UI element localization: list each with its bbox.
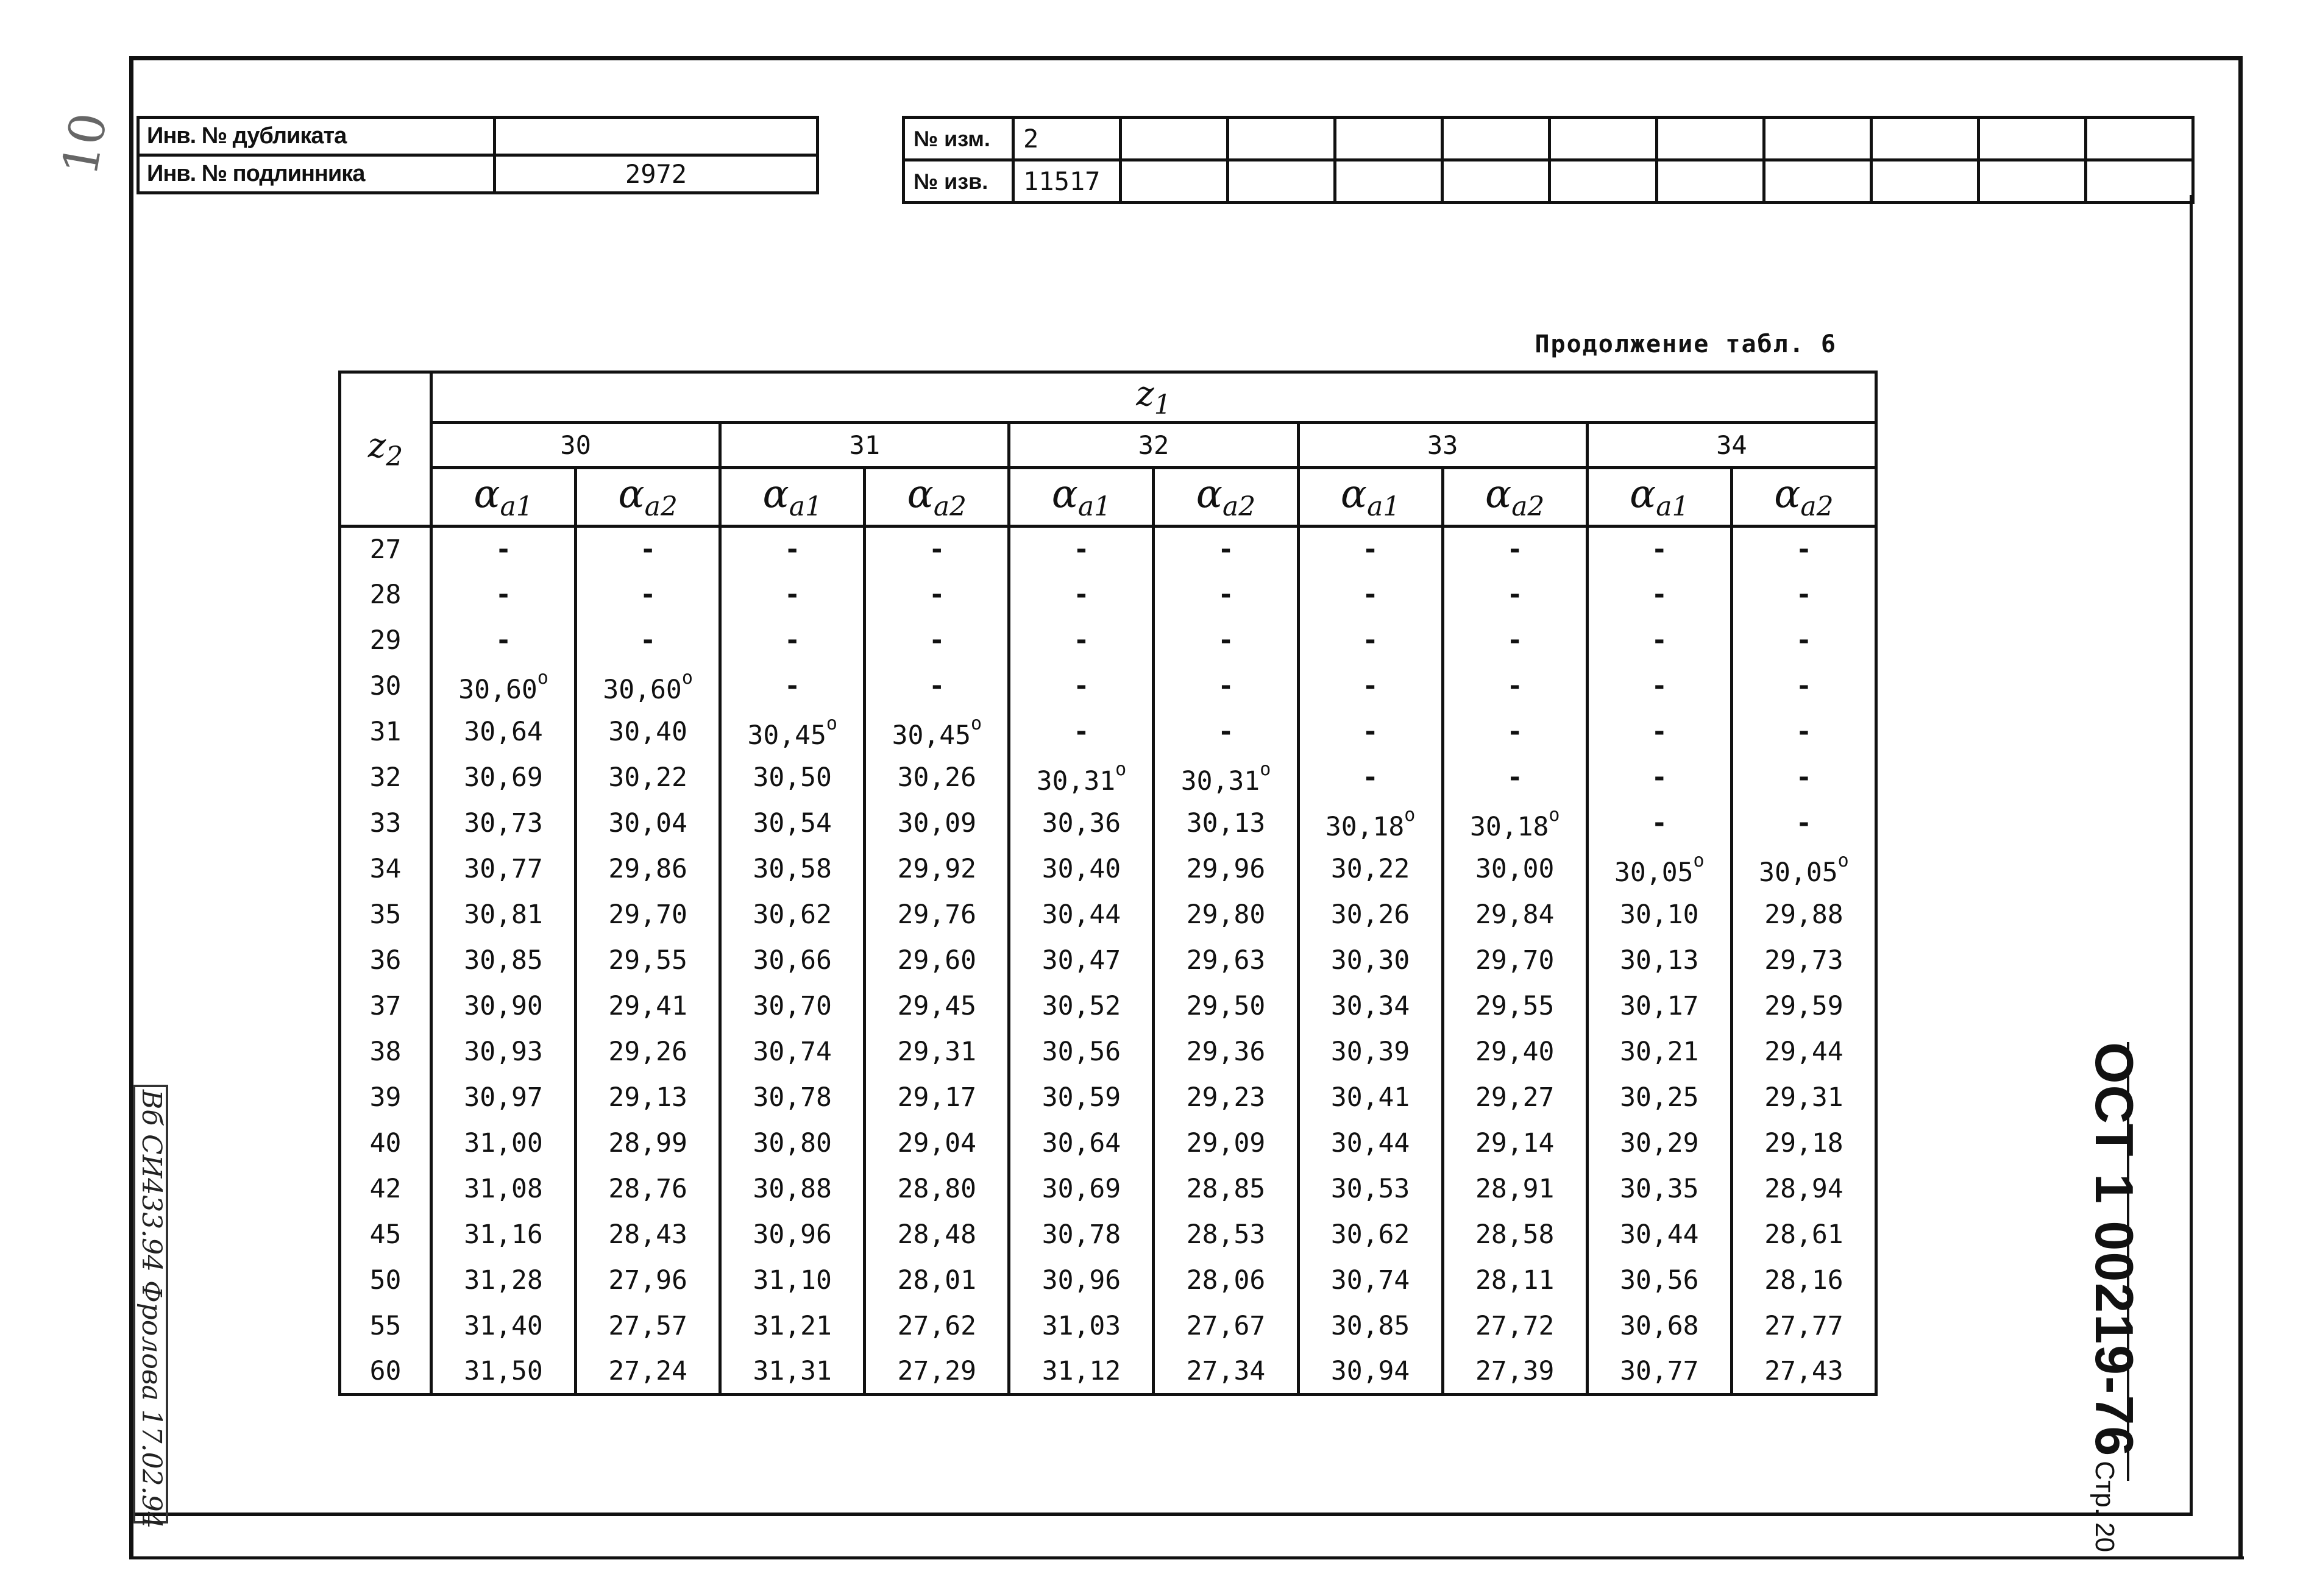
angle-cell: 30,64	[431, 709, 576, 755]
alpha-a2-header: $\alpha_{a2}$	[576, 468, 720, 527]
z1-group-header: 34	[1587, 423, 1876, 468]
angle-cell: 27,96	[576, 1258, 720, 1303]
table-row	[340, 618, 1876, 664]
angle-cell: 30,85	[1298, 1303, 1442, 1349]
angle-cell: 29,50	[1154, 984, 1298, 1029]
angle-cell: -	[1731, 755, 1876, 801]
angle-cell: 31,12	[1009, 1349, 1154, 1395]
angle-cell: 30,31$^o$	[1009, 755, 1154, 801]
angle-cell: -	[1442, 618, 1587, 664]
alpha-a1-header: $\alpha_{a1}$	[431, 468, 576, 527]
angle-cell: 30,44	[1009, 892, 1154, 938]
angle-cell: 31,16	[431, 1212, 576, 1258]
angle-cell: -	[1009, 664, 1154, 709]
z2-value: 30	[340, 664, 431, 709]
angle-cell: -	[1009, 527, 1154, 572]
angle-cell: 30,56	[1587, 1258, 1731, 1303]
angle-cell: -	[1587, 709, 1731, 755]
duplicate-label: Инв. № дубликата	[138, 118, 495, 155]
angle-cell: 27,62	[865, 1303, 1009, 1349]
angle-cell: -	[1154, 618, 1298, 664]
alpha-a2-header: $\alpha_{a2}$	[1442, 468, 1587, 527]
angle-cell: 28,43	[576, 1212, 720, 1258]
angle-cell: -	[431, 618, 576, 664]
angle-cell: 30,13	[1154, 801, 1298, 846]
angle-cell: 29,31	[865, 1029, 1009, 1075]
angle-cell: 30,35	[1587, 1166, 1731, 1212]
angle-cell: -	[865, 572, 1009, 618]
angle-cell: 29,76	[865, 892, 1009, 938]
angle-cell: 30,40	[1009, 846, 1154, 892]
approval-stamp-text: Вб СИ433.94 Фролова 17.02.94	[136, 1090, 167, 1529]
angle-cell: 29,18	[1731, 1121, 1876, 1166]
angle-cell: 30,40	[576, 709, 720, 755]
angle-cell: 29,14	[1442, 1121, 1587, 1166]
angle-cell: 29,26	[576, 1029, 720, 1075]
z2-value: 31	[340, 709, 431, 755]
angle-cell: 30,90	[431, 984, 576, 1029]
angle-cell: 30,30	[1298, 938, 1442, 984]
angle-cell: 29,80	[1154, 892, 1298, 938]
angle-cell: -	[1587, 664, 1731, 709]
angle-cell: 30,13	[1587, 938, 1731, 984]
angle-cell: 30,53	[1298, 1166, 1442, 1212]
z2-value: 37	[340, 984, 431, 1029]
angle-cell: 30,18$^o$	[1298, 801, 1442, 846]
data-table	[338, 371, 1878, 1396]
angle-cell: -	[1154, 709, 1298, 755]
z2-value: 34	[340, 846, 431, 892]
angle-cell: 31,08	[431, 1166, 576, 1212]
table-row	[340, 1029, 1876, 1075]
angle-cell: -	[1442, 709, 1587, 755]
angle-cell: 28,94	[1731, 1166, 1876, 1212]
angle-cell: 30,34	[1298, 984, 1442, 1029]
angle-cell: 30,81	[431, 892, 576, 938]
z2-value: 38	[340, 1029, 431, 1075]
angle-cell: -	[1442, 527, 1587, 572]
angle-cell: 30,78	[1009, 1212, 1154, 1258]
angle-cell: -	[865, 527, 1009, 572]
notice-label: № изв.	[904, 160, 1013, 203]
angle-cell: 27,34	[1154, 1349, 1298, 1395]
angle-cell: 30,10	[1587, 892, 1731, 938]
angle-cell: 29,44	[1731, 1029, 1876, 1075]
angle-cell: 28,06	[1154, 1258, 1298, 1303]
angle-cell: 27,67	[1154, 1303, 1298, 1349]
angle-cell: -	[1298, 527, 1442, 572]
angle-cell: 30,73	[431, 801, 576, 846]
angle-cell: -	[1442, 572, 1587, 618]
angle-cell: 31,28	[431, 1258, 576, 1303]
z1-group-header: 32	[1009, 423, 1298, 468]
angle-cell: 28,58	[1442, 1212, 1587, 1258]
angle-cell: 30,88	[720, 1166, 865, 1212]
angle-cell: 30,45$^o$	[720, 709, 865, 755]
angle-cell: 28,80	[865, 1166, 1009, 1212]
angle-cell: 29,45	[865, 984, 1009, 1029]
angle-cell: -	[1587, 755, 1731, 801]
angle-cell: -	[720, 664, 865, 709]
angle-cell: 30,93	[431, 1029, 576, 1075]
angle-cell: 30,80	[720, 1121, 865, 1166]
angle-cell: -	[720, 572, 865, 618]
angle-cell: 29,13	[576, 1075, 720, 1121]
angle-cell: 29,36	[1154, 1029, 1298, 1075]
angle-cell: 29,27	[1442, 1075, 1587, 1121]
angle-cell: 30,54	[720, 801, 865, 846]
z1-group-header: 30	[431, 423, 720, 468]
alpha-a1-header: $\alpha_{a1}$	[720, 468, 865, 527]
angle-cell: -	[1298, 664, 1442, 709]
bottom-rule	[129, 1556, 2244, 1559]
table-row	[340, 1303, 1876, 1349]
angle-cell: 30,44	[1298, 1121, 1442, 1166]
angle-cell: -	[1154, 527, 1298, 572]
angle-cell: 28,16	[1731, 1258, 1876, 1303]
z2-value: 39	[340, 1075, 431, 1121]
angle-cell: 28,53	[1154, 1212, 1298, 1258]
angle-cell: 30,22	[576, 755, 720, 801]
angle-cell: 30,69	[1009, 1166, 1154, 1212]
angle-cell: 29,17	[865, 1075, 1009, 1121]
angle-cell: -	[1587, 572, 1731, 618]
notice-value: 11517	[1013, 160, 1121, 203]
angle-cell: 28,85	[1154, 1166, 1298, 1212]
angle-cell: 30,85	[431, 938, 576, 984]
inventory-stamp	[137, 116, 819, 194]
table-row	[340, 664, 1876, 709]
angle-cell: 29,70	[576, 892, 720, 938]
angle-cell: -	[1009, 572, 1154, 618]
angle-cell: 30,44	[1587, 1212, 1731, 1258]
angle-cell: -	[431, 527, 576, 572]
angle-cell: 30,74	[720, 1029, 865, 1075]
z1-header: $z_1$	[431, 372, 1876, 423]
angle-cell: -	[1731, 709, 1876, 755]
angle-cell: 28,61	[1731, 1212, 1876, 1258]
angle-cell: 29,31	[1731, 1075, 1876, 1121]
angle-cell: 30,29	[1587, 1121, 1731, 1166]
angle-cell: 30,41	[1298, 1075, 1442, 1121]
z1-group-header: 31	[720, 423, 1009, 468]
angle-cell: 28,99	[576, 1121, 720, 1166]
change-value: 2	[1013, 118, 1121, 160]
angle-cell: 30,25	[1587, 1075, 1731, 1121]
z2-value: 42	[340, 1166, 431, 1212]
angle-cell: 31,40	[431, 1303, 576, 1349]
angle-cell: 28,91	[1442, 1166, 1587, 1212]
original-label: Инв. № подлинника	[138, 155, 495, 193]
angle-cell: -	[576, 572, 720, 618]
table-row	[340, 709, 1876, 755]
z2-value: 32	[340, 755, 431, 801]
z2-value: 33	[340, 801, 431, 846]
angle-cell: 30,78	[720, 1075, 865, 1121]
angle-cell: 29,04	[865, 1121, 1009, 1166]
angle-cell: 30,60$^o$	[576, 664, 720, 709]
table-row	[340, 572, 1876, 618]
table-row	[340, 1212, 1876, 1258]
angle-cell: 30,62	[720, 892, 865, 938]
angle-cell: -	[1298, 572, 1442, 618]
angle-cell: 27,39	[1442, 1349, 1587, 1395]
angle-cell: 30,59	[1009, 1075, 1154, 1121]
angle-cell: 30,21	[1587, 1029, 1731, 1075]
angle-cell: 30,17	[1587, 984, 1731, 1029]
angle-cell: 29,70	[1442, 938, 1587, 984]
z2-value: 27	[340, 527, 431, 572]
angle-cell: -	[1587, 527, 1731, 572]
angle-cell: 30,74	[1298, 1258, 1442, 1303]
angle-cell: -	[1731, 664, 1876, 709]
angle-cell: -	[1731, 527, 1876, 572]
angle-cell: 30,69	[431, 755, 576, 801]
angle-cell: -	[576, 527, 720, 572]
angle-cell: -	[865, 618, 1009, 664]
angle-cell: 28,11	[1442, 1258, 1587, 1303]
table-row	[340, 1075, 1876, 1121]
change-label: № изм.	[904, 118, 1013, 160]
angle-cell: -	[431, 572, 576, 618]
angle-cell: 30,66	[720, 938, 865, 984]
table-row	[340, 984, 1876, 1029]
angle-cell: 30,56	[1009, 1029, 1154, 1075]
z2-value: 36	[340, 938, 431, 984]
alpha-a1-header: $\alpha_{a1}$	[1009, 468, 1154, 527]
approval-stamp	[133, 1085, 168, 1529]
angle-cell: 29,92	[865, 846, 1009, 892]
angle-cell: 30,50	[720, 755, 865, 801]
angle-cell: 30,70	[720, 984, 865, 1029]
table-row	[340, 1349, 1876, 1395]
alpha-a2-header: $\alpha_{a2}$	[865, 468, 1009, 527]
angle-cell: 30,52	[1009, 984, 1154, 1029]
angle-cell: 31,00	[431, 1121, 576, 1166]
angle-cell: -	[1731, 618, 1876, 664]
angle-cell: -	[865, 664, 1009, 709]
angle-cell: 29,23	[1154, 1075, 1298, 1121]
angle-cell: 27,72	[1442, 1303, 1587, 1349]
angle-cell: 31,10	[720, 1258, 865, 1303]
angle-cell: 29,59	[1731, 984, 1876, 1029]
angle-cell: -	[1154, 664, 1298, 709]
angle-cell: 30,77	[1587, 1349, 1731, 1395]
table-row	[340, 801, 1876, 846]
angle-cell: -	[1731, 801, 1876, 846]
angle-cell: -	[1587, 618, 1731, 664]
revision-grid	[902, 116, 2195, 204]
duplicate-value	[495, 118, 818, 155]
angle-cell: 27,77	[1731, 1303, 1876, 1349]
z2-value: 29	[340, 618, 431, 664]
angle-cell: 30,94	[1298, 1349, 1442, 1395]
alpha-a1-header: $\alpha_{a1}$	[1298, 468, 1442, 527]
angle-cell: 30,22	[1298, 846, 1442, 892]
angle-cell: 30,39	[1298, 1029, 1442, 1075]
page-number: Стр. 20	[2090, 1461, 2120, 1553]
angle-cell: 29,63	[1154, 938, 1298, 984]
z1-group-header: 33	[1298, 423, 1587, 468]
alpha-a2-header: $\alpha_{a2}$	[1154, 468, 1298, 527]
original-value: 2972	[495, 155, 818, 193]
table-row	[340, 1121, 1876, 1166]
angle-cell: 30,96	[1009, 1258, 1154, 1303]
angle-cell: 30,26	[865, 755, 1009, 801]
z2-value: 45	[340, 1212, 431, 1258]
angle-cell: 28,01	[865, 1258, 1009, 1303]
angle-cell: -	[1298, 618, 1442, 664]
z2-value: 60	[340, 1349, 431, 1395]
z2-value: 55	[340, 1303, 431, 1349]
angle-cell: 30,26	[1298, 892, 1442, 938]
angle-cell: 29,55	[576, 938, 720, 984]
angle-cell: -	[720, 618, 865, 664]
angle-cell: 30,45$^o$	[865, 709, 1009, 755]
table-row	[340, 1258, 1876, 1303]
angle-cell: 27,29	[865, 1349, 1009, 1395]
angle-cell: -	[1298, 755, 1442, 801]
angle-cell: 30,97	[431, 1075, 576, 1121]
angle-cell: -	[1442, 755, 1587, 801]
z2-value: 28	[340, 572, 431, 618]
angle-cell: -	[1298, 709, 1442, 755]
angle-cell: 30,36	[1009, 801, 1154, 846]
z2-value: 40	[340, 1121, 431, 1166]
angle-cell: -	[1009, 618, 1154, 664]
angle-cell: 30,62	[1298, 1212, 1442, 1258]
angle-cell: -	[1009, 709, 1154, 755]
margin-mark: 10	[51, 108, 118, 180]
alpha-a1-header: $\alpha_{a1}$	[1587, 468, 1731, 527]
angle-cell: 29,73	[1731, 938, 1876, 984]
angle-cell: 29,96	[1154, 846, 1298, 892]
angle-cell: 30,18$^o$	[1442, 801, 1587, 846]
table-row	[340, 846, 1876, 892]
angle-cell: 30,47	[1009, 938, 1154, 984]
angle-cell: 30,68	[1587, 1303, 1731, 1349]
z2-value: 50	[340, 1258, 431, 1303]
table-row	[340, 1166, 1876, 1212]
angle-cell: 28,76	[576, 1166, 720, 1212]
continuation-caption: Продолжение табл. 6	[1535, 330, 1837, 358]
angle-cell: 30,60$^o$	[431, 664, 576, 709]
document-designation	[2084, 1042, 2170, 1553]
z2-value: 35	[340, 892, 431, 938]
angle-cell: 28,48	[865, 1212, 1009, 1258]
alpha-a2-header: $\alpha_{a2}$	[1731, 468, 1876, 527]
angle-cell: 31,03	[1009, 1303, 1154, 1349]
angle-cell: 29,86	[576, 846, 720, 892]
angle-cell: -	[1442, 664, 1587, 709]
angle-cell: 30,05$^o$	[1587, 846, 1731, 892]
table-row	[340, 755, 1876, 801]
angle-cell: -	[1154, 572, 1298, 618]
angle-cell: 30,96	[720, 1212, 865, 1258]
angle-cell: 29,40	[1442, 1029, 1587, 1075]
z2-header: $z_2$	[340, 372, 431, 527]
angle-cell: 31,50	[431, 1349, 576, 1395]
angle-cell: 30,05$^o$	[1731, 846, 1876, 892]
angle-cell: 29,84	[1442, 892, 1587, 938]
angle-cell: 30,04	[576, 801, 720, 846]
table-row	[340, 527, 1876, 572]
angle-cell: 27,57	[576, 1303, 720, 1349]
angle-cell: 27,43	[1731, 1349, 1876, 1395]
angle-cell: 30,58	[720, 846, 865, 892]
angle-cell: 29,60	[865, 938, 1009, 984]
angle-cell: 31,31	[720, 1349, 865, 1395]
angle-cell: 30,09	[865, 801, 1009, 846]
table-row	[340, 892, 1876, 938]
angle-cell: 29,41	[576, 984, 720, 1029]
angle-cell: -	[1587, 801, 1731, 846]
angle-cell: -	[720, 527, 865, 572]
angle-cell: 31,21	[720, 1303, 865, 1349]
designation-code: ОСТ 1 00219-76	[2084, 1042, 2145, 1458]
angle-cell: 29,09	[1154, 1121, 1298, 1166]
angle-cell: 29,88	[1731, 892, 1876, 938]
angle-cell: 30,31$^o$	[1154, 755, 1298, 801]
angle-cell: -	[1731, 572, 1876, 618]
table-row	[340, 938, 1876, 984]
angle-cell: 30,64	[1009, 1121, 1154, 1166]
angle-cell: 30,77	[431, 846, 576, 892]
angle-cell: 30,00	[1442, 846, 1587, 892]
angle-cell: 29,55	[1442, 984, 1587, 1029]
angle-cell: 27,24	[576, 1349, 720, 1395]
angle-cell: -	[576, 618, 720, 664]
